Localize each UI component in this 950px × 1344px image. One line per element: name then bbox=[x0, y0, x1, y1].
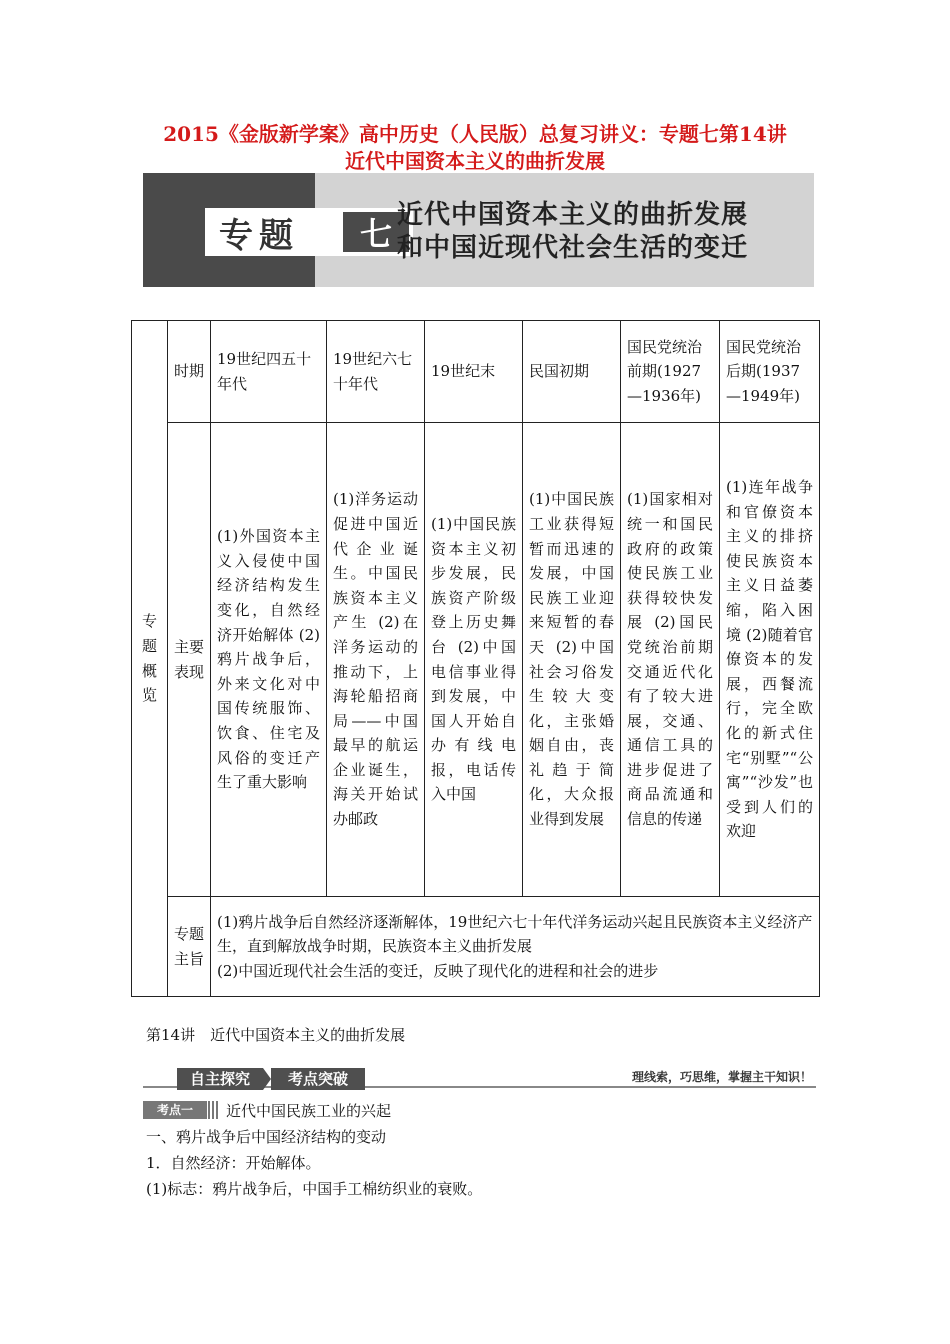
category-cell: 专题概览 bbox=[132, 321, 168, 997]
table-row-performance bbox=[132, 423, 820, 897]
body-point: 1．自然经济：开始解体。 bbox=[146, 1154, 321, 1172]
theme-cell bbox=[211, 897, 820, 997]
period-label-cell: 时期 bbox=[168, 321, 211, 423]
section-tab-breakthrough: 考点突破 bbox=[271, 1068, 365, 1090]
performance-cell: (1)国家相对统一和国民政府的政策使民族工业获得较快发展 (2)国民党统治前期交通近代化有了较大进展，交通、通信工具的进步促进了商品流通和信息的传递 bbox=[621, 423, 720, 897]
banner-heading-line2: 和中国近现代社会生活的变迁 bbox=[397, 233, 749, 263]
performance-label-cell: 主要表现 bbox=[168, 423, 211, 897]
keypoint-badge: 考点一 bbox=[143, 1101, 207, 1119]
period-cell: 国民党统治前期(1927—1936年) bbox=[621, 321, 720, 423]
banner-heading-line1: 近代中国资本主义的曲折发展 bbox=[397, 200, 749, 230]
keypoint-title: 近代中国民族工业的兴起 bbox=[226, 1102, 392, 1120]
table-row-theme bbox=[132, 897, 820, 997]
period-cell: 国民党统治后期(1937—1949年) bbox=[720, 321, 820, 423]
table-row-period bbox=[132, 321, 820, 423]
performance-cell: (1)连年战争和官僚资本主义的排挤使民族资本主义日益萎缩，陷入困境 (2)随着官僚资本的发展，西餐流行，完全欧化的新式住宅“别墅”“公寓”“沙发”也受到人们的欢迎 bbox=[720, 423, 820, 897]
section-bar bbox=[143, 1066, 816, 1092]
theme-text-1: (1)鸦片战争后自然经济逐渐解体，19世纪六七十年代洋务运动兴起且民族资本主义经济产生，直到解放战争时期，民族资本主义曲折发展 bbox=[217, 912, 813, 956]
keypoint-stripes-icon bbox=[208, 1101, 220, 1119]
period-cell: 19世纪六七十年代 bbox=[327, 321, 425, 423]
banner-topic-label: 专题 bbox=[219, 215, 299, 256]
section-slogan: 理线索，巧思维，掌握主干知识！ bbox=[626, 1068, 812, 1085]
section-arrow-icon bbox=[263, 1068, 271, 1090]
period-cell: 民国初期 bbox=[523, 321, 621, 423]
banner-topic-number: 七 bbox=[343, 212, 409, 252]
performance-cell: (1)外国资本主义入侵使中国经济结构发生变化，自然经济开始解体 (2)鸦片战争后，外来文化对中国传统服饰、饮食、住宅及风俗的变迁产生了重大影响 bbox=[211, 423, 327, 897]
document-title bbox=[0, 121, 950, 175]
period-cell: 19世纪四五十年代 bbox=[211, 321, 327, 423]
performance-cell: (1)洋务运动促进中国近代企业诞生。中国民族资本主义产生 (2)在洋务运动的推动下，上海轮船招商局——中国最早的航运企业诞生，海关开始试办邮政 bbox=[327, 423, 425, 897]
body-subpoint: (1)标志：鸦片战争后，中国手工棉纺织业的衰败。 bbox=[146, 1180, 483, 1198]
performance-cell: (1)中国民族工业获得短暂而迅速的发展，中国民族工业迎来短暂的春天 (2)中国社会习俗发生较大变化，主张婚姻自由，丧礼趋于简化，大众报业得到发展 bbox=[523, 423, 621, 897]
theme-label-cell: 专题主旨 bbox=[168, 897, 211, 997]
lecture-title: 第14讲 近代中国资本主义的曲折发展 bbox=[146, 1026, 406, 1044]
banner-heading bbox=[397, 199, 748, 265]
theme-text-2: (2)中国近现代社会生活的变迁，反映了现代化的进程和社会的进步 bbox=[217, 961, 659, 980]
banner-topic-box bbox=[205, 208, 413, 256]
period-cell: 19世纪末 bbox=[425, 321, 523, 423]
topic-banner bbox=[143, 173, 814, 287]
performance-cell: (1)中国民族资本主义初步发展，民族资产阶级登上历史舞台 (2)中国电信事业得到发展，中国人开始自办有线电报，电话传入中国 bbox=[425, 423, 523, 897]
body-heading: 一、鸦片战争后中国经济结构的变动 bbox=[146, 1128, 387, 1146]
section-tab-explore: 自主探究 bbox=[177, 1068, 263, 1090]
document-title-line1: 2015《金版新学案》高中历史（人民版）总复习讲义：专题七第14讲 bbox=[163, 122, 787, 146]
document-title-line2: 近代中国资本主义的曲折发展 bbox=[345, 149, 605, 173]
overview-table bbox=[131, 320, 820, 997]
